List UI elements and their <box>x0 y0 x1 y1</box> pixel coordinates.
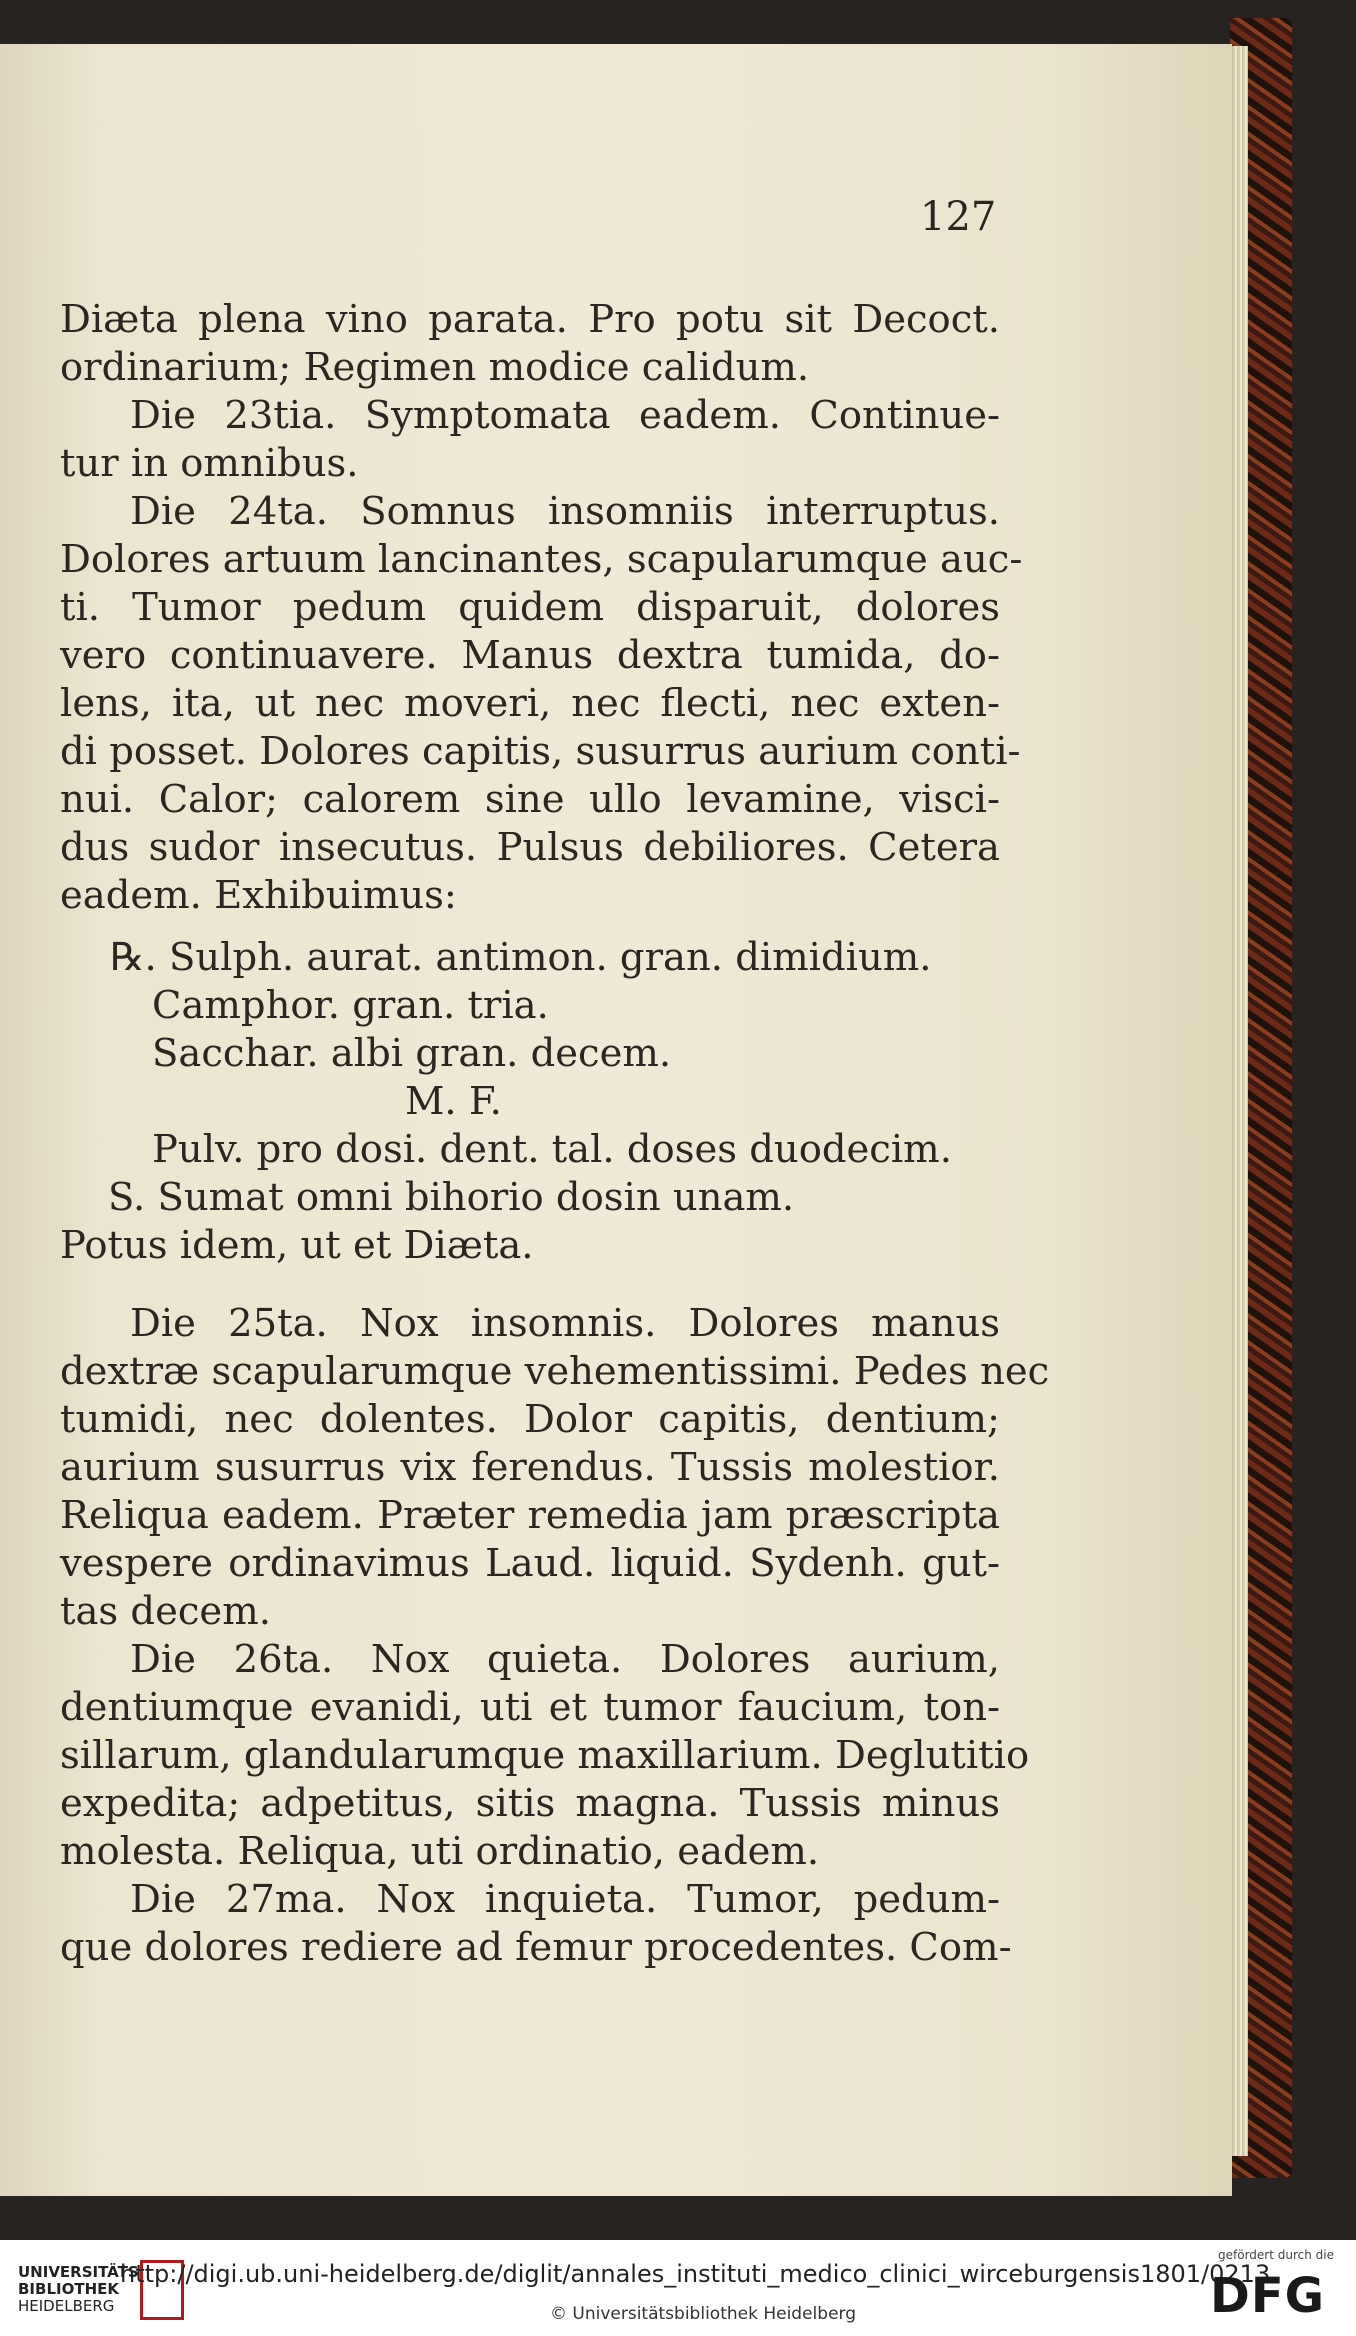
text-line: tur in omnibus. <box>60 441 359 486</box>
text-line: nui. Calor; calorem sine ullo levamine, visci- <box>60 777 1000 822</box>
text-line: Die 24ta. Somnus insomniis interruptus. <box>130 489 1000 534</box>
dfg-logo: DFG <box>1210 2268 1326 2324</box>
text-line: tas decem. <box>60 1589 271 1634</box>
text-line: ti. Tumor pedum quidem disparuit, dolores <box>60 585 1000 630</box>
text-line: que dolores rediere ad femur procedentes. Com- <box>60 1925 1012 1970</box>
text-line: Die 27ma. Nox inquieta. Tumor, pedum- <box>130 1877 1000 1922</box>
logo-line: HEIDELBERG <box>18 2297 115 2315</box>
text-line: lens, ita, ut nec moveri, nec flecti, nec exten- <box>60 681 1000 726</box>
logo-line: UNIVERSITÄTS <box>18 2263 139 2281</box>
text-line: vero continuavere. Manus dextra tumida, do- <box>60 633 1000 678</box>
book-page <box>0 44 1232 2196</box>
text-line: dentiumque evanidi, uti et tumor faucium, ton- <box>60 1685 1000 1730</box>
page-number: 127 <box>920 194 997 240</box>
text-line: dus sudor insecutus. Pulsus debiliores. Cetera <box>60 825 1000 870</box>
text-line: Dolores artuum lancinantes, scapularumque auc- <box>60 537 1023 582</box>
text-line: dextræ scapularumque vehementissimi. Pedes nec <box>60 1349 1050 1394</box>
recipe-line: S. Sumat omni bihorio dosin unam. <box>108 1175 795 1220</box>
text-line: Die 23tia. Symptomata eadem. Continue- <box>130 393 1000 438</box>
recipe-line: Sacchar. albi gran. decem. <box>152 1031 672 1076</box>
copyright-text: © Universitätsbibliothek Heidelberg <box>550 2304 857 2324</box>
text-line: Diæta plena vino parata. Pro potu sit Decoct. <box>60 297 1000 342</box>
text-line: di posset. Dolores capitis, susurrus aurium conti- <box>60 729 1021 774</box>
text-line: sillarum, glandularumque maxillarium. Deglutitio <box>60 1733 1030 1778</box>
recipe-line: Pulv. pro dosi. dent. tal. doses duodecim. <box>152 1127 952 1172</box>
logo-line: BIBLIOTHEK <box>18 2280 119 2298</box>
viewer-footer <box>0 2240 1356 2336</box>
recipe-line: ℞. Sulph. aurat. antimon. gran. dimidium. <box>110 935 932 980</box>
text-line: aurium susurrus vix ferendus. Tussis molestior. <box>60 1445 1000 1490</box>
recipe-line: M. F. <box>405 1079 502 1124</box>
text-line: Potus idem, ut et Diæta. <box>60 1223 534 1268</box>
permalink-url[interactable]: http://digi.ub.uni-heidelberg.de/diglit/annales_instituti_medico_clinici_wirceburgensis1801/0213 <box>120 2260 1271 2288</box>
funded-by-label: gefördert durch die <box>1218 2248 1334 2262</box>
text-line: Die 26ta. Nox quieta. Dolores aurium, <box>130 1637 1000 1682</box>
text-line: molesta. Reliqua, uti ordinatio, eadem. <box>60 1829 820 1874</box>
text-line: Reliqua eadem. Præter remedia jam præscripta <box>60 1493 1000 1538</box>
text-line: expedita; adpetitus, sitis magna. Tussis minus <box>60 1781 1000 1826</box>
text-line: Die 25ta. Nox insomnis. Dolores manus <box>130 1301 1000 1346</box>
recipe-line: Camphor. gran. tria. <box>152 983 549 1028</box>
text-line: ordinarium; Regimen modice calidum. <box>60 345 810 390</box>
text-line: vespere ordinavimus Laud. liquid. Sydenh. gut- <box>60 1541 1000 1586</box>
text-line: eadem. Exhibuimus: <box>60 873 457 918</box>
page-text <box>60 296 1050 1972</box>
text-line: tumidi, nec dolentes. Dolor capitis, dentium; <box>60 1397 1000 1442</box>
